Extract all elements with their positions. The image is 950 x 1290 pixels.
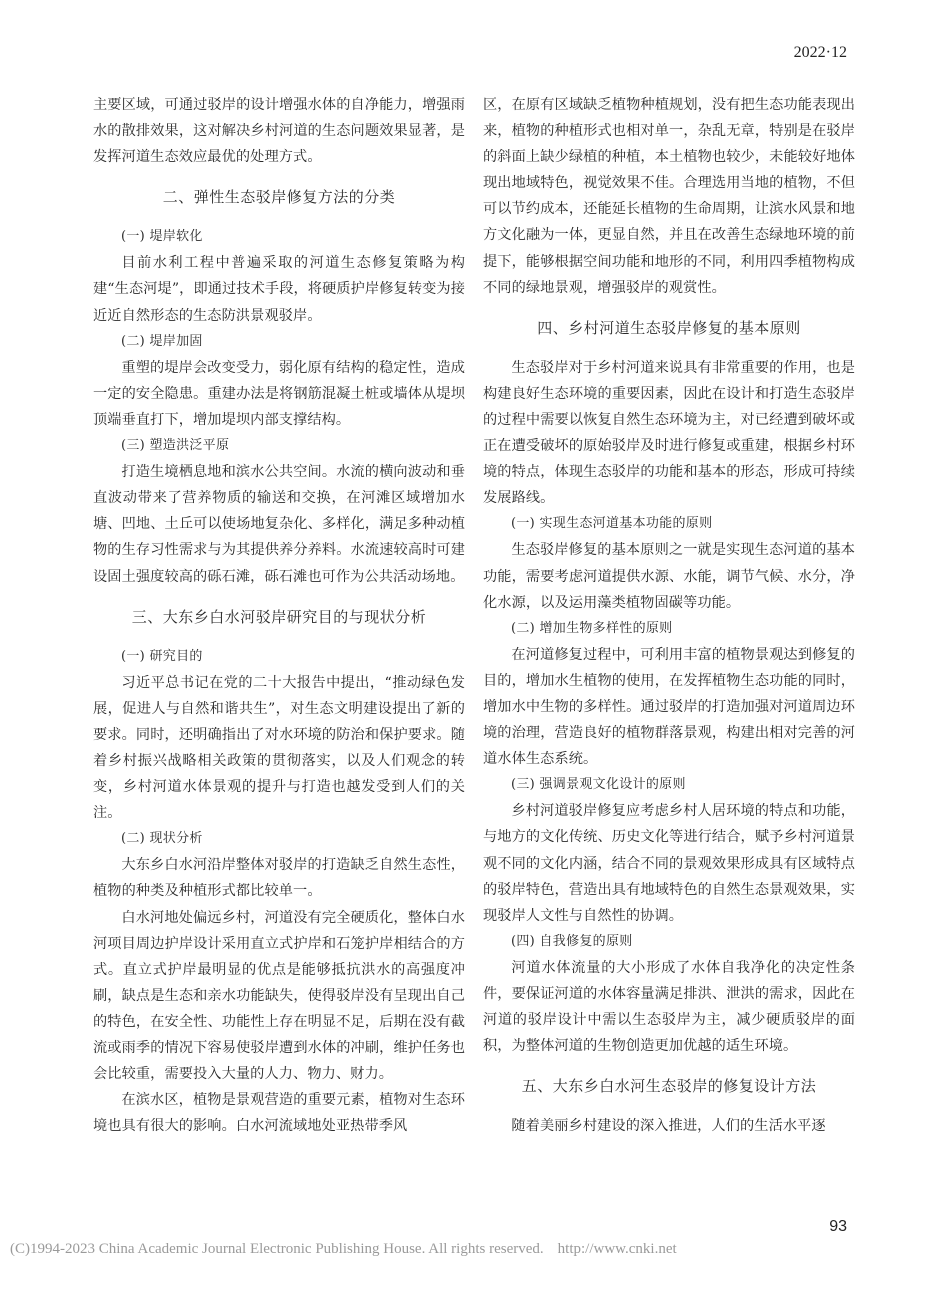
subsection-heading: (三) 塑造洪泛平原 — [121, 438, 230, 454]
copyright-footer — [10, 1241, 677, 1258]
subsection-heading: (一) 实现生态河道基本功能的原则 — [511, 516, 713, 532]
subsection-heading: (二) 增加生物多样性的原则 — [511, 620, 673, 636]
paragraph: 生态驳岸修复的基本原则之一就是实现生态河道的基本功能，需要考虑河道提供水源、水能，调节气候、水分，净化水源，以及运用藻类植物固碳等功能。 — [483, 542, 855, 611]
paragraph: 打造生境栖息地和滨水公共空间。水流的横向波动和垂直波动带来了营养物质的输送和交换，在河滩区域增加水塘、凹地、土丘可以使场地复杂化、多样化，满足多种动植物的生存习性需求与为其提供养分养料。水流速较高时可建设固土强度较高的砾石滩，砾石滩也可作为公共活动场地。 — [93, 464, 465, 585]
paragraph: 重塑的堤岸会改变受力，弱化原有结构的稳定性，造成一定的安全隐患。重建办法是将钢筋混凝土桩或墙体从堤坝顶端垂直打下，增加堤坝内部支撑结构。 — [93, 359, 465, 428]
paragraph: 河道水体流量的大小形成了水体自我净化的决定性条件，要保证河道的水体容量满足排洪、泄洪的需求，因此在河道的驳岸设计中需以生态驳岸为主，减少硬质驳岸的面积，为整体河道的生物创造更加优越的适生环境。 — [483, 959, 855, 1055]
paragraph: 在河道修复过程中，可利用丰富的植物景观达到修复的目的，增加水生植物的使用，在发挥植物生态功能的同时，增加水中生物的多样性。通过驳岸的打造加强对河道周边环境的治理，营造良好的植物群落景观，构建出相对完善的河道水体生态系统。 — [483, 646, 855, 768]
subsection-heading: (二) 堤岸加固 — [121, 333, 203, 349]
subsection-heading: (三) 强调景观文化设计的原则 — [511, 777, 686, 793]
page-number: 93 — [829, 1218, 847, 1235]
paragraph: 随着美丽乡村建设的深入推进，人们的生活水平逐 — [511, 1118, 826, 1135]
paragraph: 大东乡白水河沿岸整体对驳岸的打造缺乏自然生态性，植物的种类及种植形式都比较单一。 — [93, 857, 465, 900]
subsection-heading: (一) 研究目的 — [121, 648, 203, 664]
right-column — [483, 92, 855, 1139]
copyright-text: (C)1994-2023 China Academic Journal Electronic Publishing House. All rights reserved. — [10, 1241, 544, 1257]
header-date: 2022·12 — [793, 44, 847, 61]
paragraph: 乡村河道驳岸修复应考虑乡村人居环境的特点和功能，与地方的文化传统、历史文化等进行结合，赋予乡村河道景观不同的文化内涵，结合不同的景观效果形成具有区域特点的驳岸特色，营造出具有地域特色的自然生态景观效果，实现驳岸人文性与自然性的协调。 — [483, 803, 855, 924]
section-heading: 四、乡村河道生态驳岸修复的基本原则 — [537, 318, 801, 337]
paragraph: 习近平总书记在党的二十大报告中提出，“推动绿色发展，促进人与自然和谐共生”，对生态文明建设提出了新的要求。同时，还明确指出了对水环境的防治和保护要求。随着乡村振兴战略相关政策的贯彻落实，以及人们观念的转变，乡村河道水体景观的提升与打造也越发受到人们的关注。 — [93, 674, 465, 822]
footer-url: http://www.cnki.net — [557, 1241, 677, 1257]
section-heading: 五、大东乡白水河生态驳岸的修复设计方法 — [521, 1077, 817, 1096]
paragraph: 白水河地处偏远乡村，河道没有完全硬质化，整体白水河项目周边护岸设计采用直立式护岸和石笼护岸相结合的方式。直立式护岸最明显的优点是能够抵抗洪水的高强度冲刷，缺点是生态和亲水功能缺失，使得驳岸没有呈现出自己的特色，在安全性、功能性上存在明显不足，后期在没有截流或雨季的情况下容易使驳岸遭到水体的冲刷，维护任务也会比较重，需要投入大量的人力、物力、财力。 — [93, 909, 465, 1083]
subsection-heading: (一) 堤岸软化 — [121, 229, 203, 245]
paragraph: 主要区域，可通过驳岸的设计增强水体的自净能力，增强雨水的散排效果，这对解决乡村河道的生态问题效果显著，是发挥河道生态效应最优的处理方式。 — [93, 97, 465, 166]
subsection-heading: (二) 现状分析 — [121, 831, 203, 847]
section-heading: 二、弹性生态驳岸修复方法的分类 — [162, 188, 396, 207]
paragraph: 在滨水区，植物是景观营造的重要元素，植物对生态环境也具有很大的影响。白水河流域地处亚热带季风 — [93, 1092, 465, 1135]
subsection-heading: (四) 自我修复的原则 — [511, 933, 633, 949]
paragraph: 区，在原有区域缺乏植物种植规划，没有把生态功能表现出来，植物的种植形式也相对单一，杂乱无章，特别是在驳岸的斜面上缺少绿植的种植，本土植物也较少，未能较好地体现出地域特色，视觉效果不佳。合理选用当地的植物，不但可以节约成本，还能延长植物的生命周期，让滨水风景和地方文化融为一体，更显自然，并且在改善生态绿地环境的前提下，能够根据空间功能和地形的不同，利用四季植物构成不同的绿地景观，增强驳岸的观赏性。 — [483, 97, 855, 296]
section-heading: 三、大东乡白水河驳岸研究目的与现状分析 — [131, 607, 427, 626]
paragraph: 目前水利工程中普遍采取的河道生态修复策略为构建“生态河堤”，即通过技术手段，将硬质护岸修复转变为接近近自然形态的生态防洪景观驳岸。 — [93, 255, 465, 324]
left-column — [93, 92, 465, 1139]
paragraph: 生态驳岸对于乡村河道来说具有非常重要的作用，也是构建良好生态环境的重要因素，因此在设计和打造生态驳岸的过程中需要以恢复自然生态环境为主，对已经遭到破坏或正在遭受破坏的原始驳岸及时进行修复或重建，根据乡村环境的特点，体现生态驳岸的功能和基本的形态，形成可持续发展路线。 — [483, 359, 855, 507]
